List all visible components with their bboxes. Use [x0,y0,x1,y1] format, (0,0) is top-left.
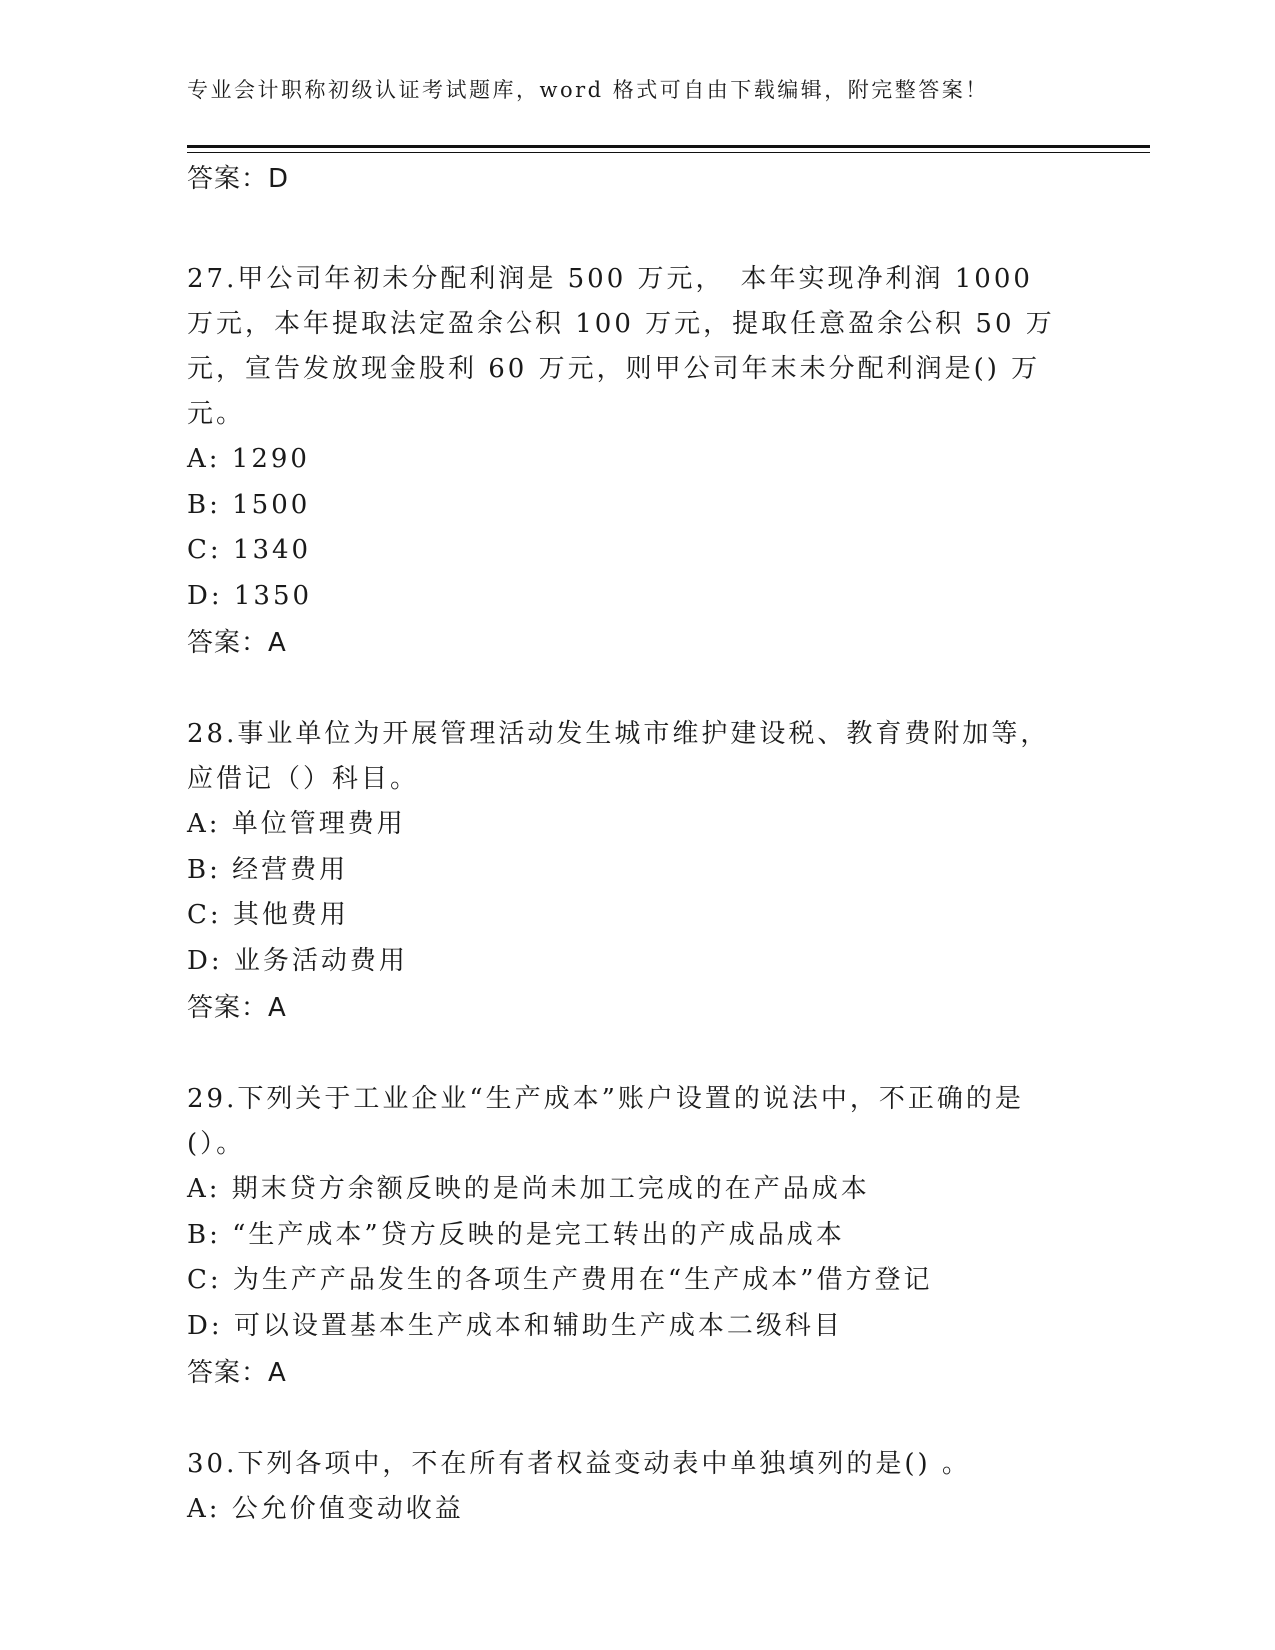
option-a: A: 期末贷方余额反映的是尚未加工完成的在产品成本 [187,1174,870,1204]
question-text: 30.下列各项中，不在所有者权益变动表中单独填列的是() 。 [187,1449,971,1479]
question-block-30 [187,1442,1067,1533]
answer-line: 答案：A [187,628,287,658]
answer-line: 答案：A [187,993,287,1023]
option-b: B: 经营费用 [187,854,349,885]
option-c: C: 1340 [187,535,312,565]
option-c: C: 为生产产品发生的各项生产费用在“生产成本”借方登记 [187,1265,933,1295]
question-list [187,155,1067,1533]
answer-line: 答案：A [187,1358,287,1388]
option-d: D: 可以设置基本生产成本和辅助生产成本二级科目 [187,1310,843,1341]
question-text: 29.下列关于工业企业“生产成本”账户设置的说法中，不正确的是(）。 [187,1084,1024,1159]
option-b: B: 1500 [187,489,311,520]
previous-answer: 答案：D [187,164,290,194]
question-text: 28.事业单位为开展管理活动发生城市维护建设税、教育费附加等，应借记（）科目。 [187,719,1050,794]
header-rule-thin [187,152,1150,153]
question-block-28 [187,712,1067,1032]
spacer [187,1032,1067,1077]
spacer [187,667,1067,712]
question-block-27 [187,257,1067,667]
header-rule-thick [187,145,1150,148]
option-a: A: 公允价值变动收益 [187,1494,464,1524]
option-d: D: 业务活动费用 [187,945,408,976]
option-b: B: “生产成本”贷方反映的是完工转出的产成品成本 [187,1219,845,1250]
page-header: 专业会计职称初级认证考试题库，word 格式可自由下载编辑，附完整答案！ [187,78,989,102]
option-d: D: 1350 [187,580,313,611]
option-a: A: 单位管理费用 [187,809,406,839]
option-c: C: 其他费用 [187,900,349,930]
question-block-29 [187,1077,1067,1397]
spacer [187,1397,1067,1442]
question-text: 27.甲公司年初未分配利润是 500 万元， 本年实现净利润 1000 万元，本年提取法定盈余公积 100 万元，提取任意盈余公积 50 万元，宣告发放现金股利 60 万元，则甲公司年末未分配利润是() 万元。 [187,264,1055,429]
spacer [187,203,1067,257]
option-a: A: 1290 [187,444,310,474]
